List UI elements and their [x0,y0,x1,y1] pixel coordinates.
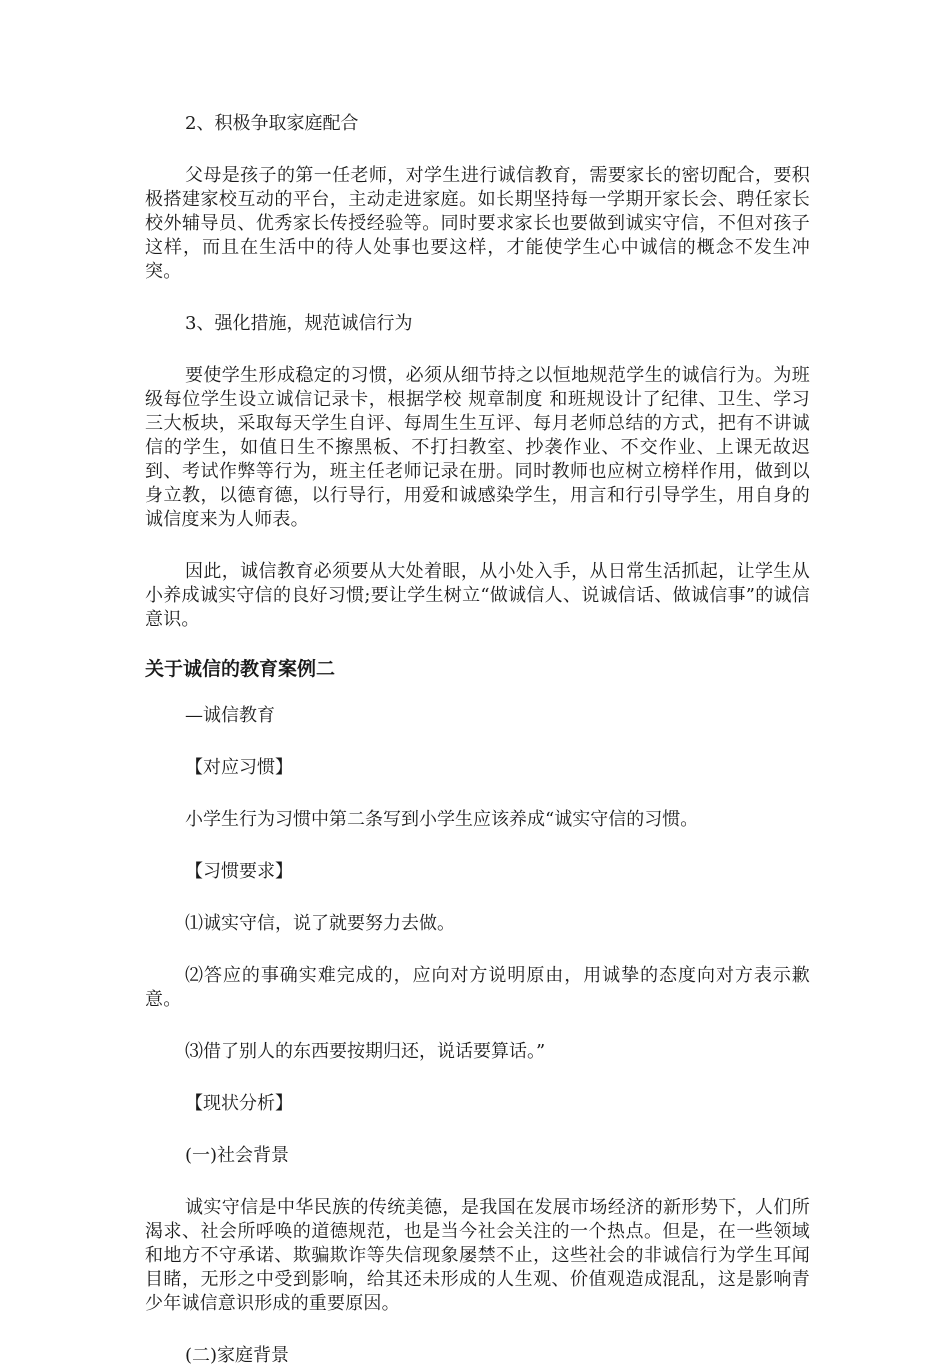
paragraph-habits: 要使学生形成稳定的习惯，必须从细节持之以恒地规范学生的诚信行为。为班级每位学生设立诚信记录卡，根据学校 规章制度 和班规设计了纪律、卫生、学习三大板块，采取每天学生自评、每周生生互评、每月老师总结的方式，把有不讲诚信的学生，如值日生不擦黑板、不打扫教室、抄袭作业、不交作业、上课无故迟到、考试作弊等行为，班主任老师记录在册。同时教师也应树立榜样作用，做到以身立教，以德育德，以行导行，用爱和诚感染学生，用言和行引导学生，用自身的诚信度来为人师表。 [145,365,810,530]
label-corresponding-habit: 【对应习惯】 [185,757,293,778]
paragraph-conclusion: 因此，诚信教育必须要从大处着眼，从小处入手，从日常生活抓起，让学生从小养成诚实守信的良好习惯;要让学生树立“做诚信人、说诚信话、做诚信事”的诚信意识。 [145,561,810,630]
label-habit-requirements: 【习惯要求】 [185,861,293,882]
requirement-item-2: ⑵答应的事确实难完成的，应向对方说明原由，用诚挚的态度向对方表示歉意。 [145,965,810,1010]
paragraph-social-background: 诚实守信是中华民族的传统美德，是我国在发展市场经济的新形势下，人们所渴求、社会所呼唤的道德规范，也是当今社会关注的一个热点。但是，在一些领域和地方不守承诺、欺骗欺诈等失信现象屡禁不止，这些社会的非诚信行为学生耳闻目睹，无形之中受到影响，给其还未形成的人生观、价值观造成混乱，这是影响青少年诚信意识形成的重要原因。 [145,1197,810,1314]
label-status-analysis: 【现状分析】 [185,1093,293,1114]
subheading-family-cooperation: 2、积极争取家庭配合 [185,113,359,134]
subheading-strengthen-measures: 3、强化措施，规范诚信行为 [185,313,413,334]
paragraph-habit-rule: 小学生行为习惯中第二条写到小学生应该养成“诚实守信的习惯。 [185,809,699,830]
requirement-item-1: ⑴诚实守信，说了就要努力去做。 [185,913,455,934]
requirement-item-3: ⑶借了别人的东西要按期归还，说话要算话。” [185,1041,546,1062]
subtitle-integrity-education: —诚信教育 [185,705,275,726]
document-page [145,112,810,1368]
section-title-case-two: 关于诚信的教育案例二 [145,658,336,680]
subheading-social-background: (一)社会背景 [185,1145,290,1166]
subheading-family-background: (二)家庭背景 [185,1345,290,1366]
paragraph-parents: 父母是孩子的第一任老师，对学生进行诚信教育，需要家长的密切配合，要积极搭建家校互动的平台，主动走进家庭。如长期坚持每一学期开家长会、聘任家长校外辅导员、优秀家长传授经验等。同时要求家长也要做到诚实守信，不但对孩子这样，而且在生活中的待人处事也要这样，才能使学生心中诚信的概念不发生冲突。 [145,165,810,282]
